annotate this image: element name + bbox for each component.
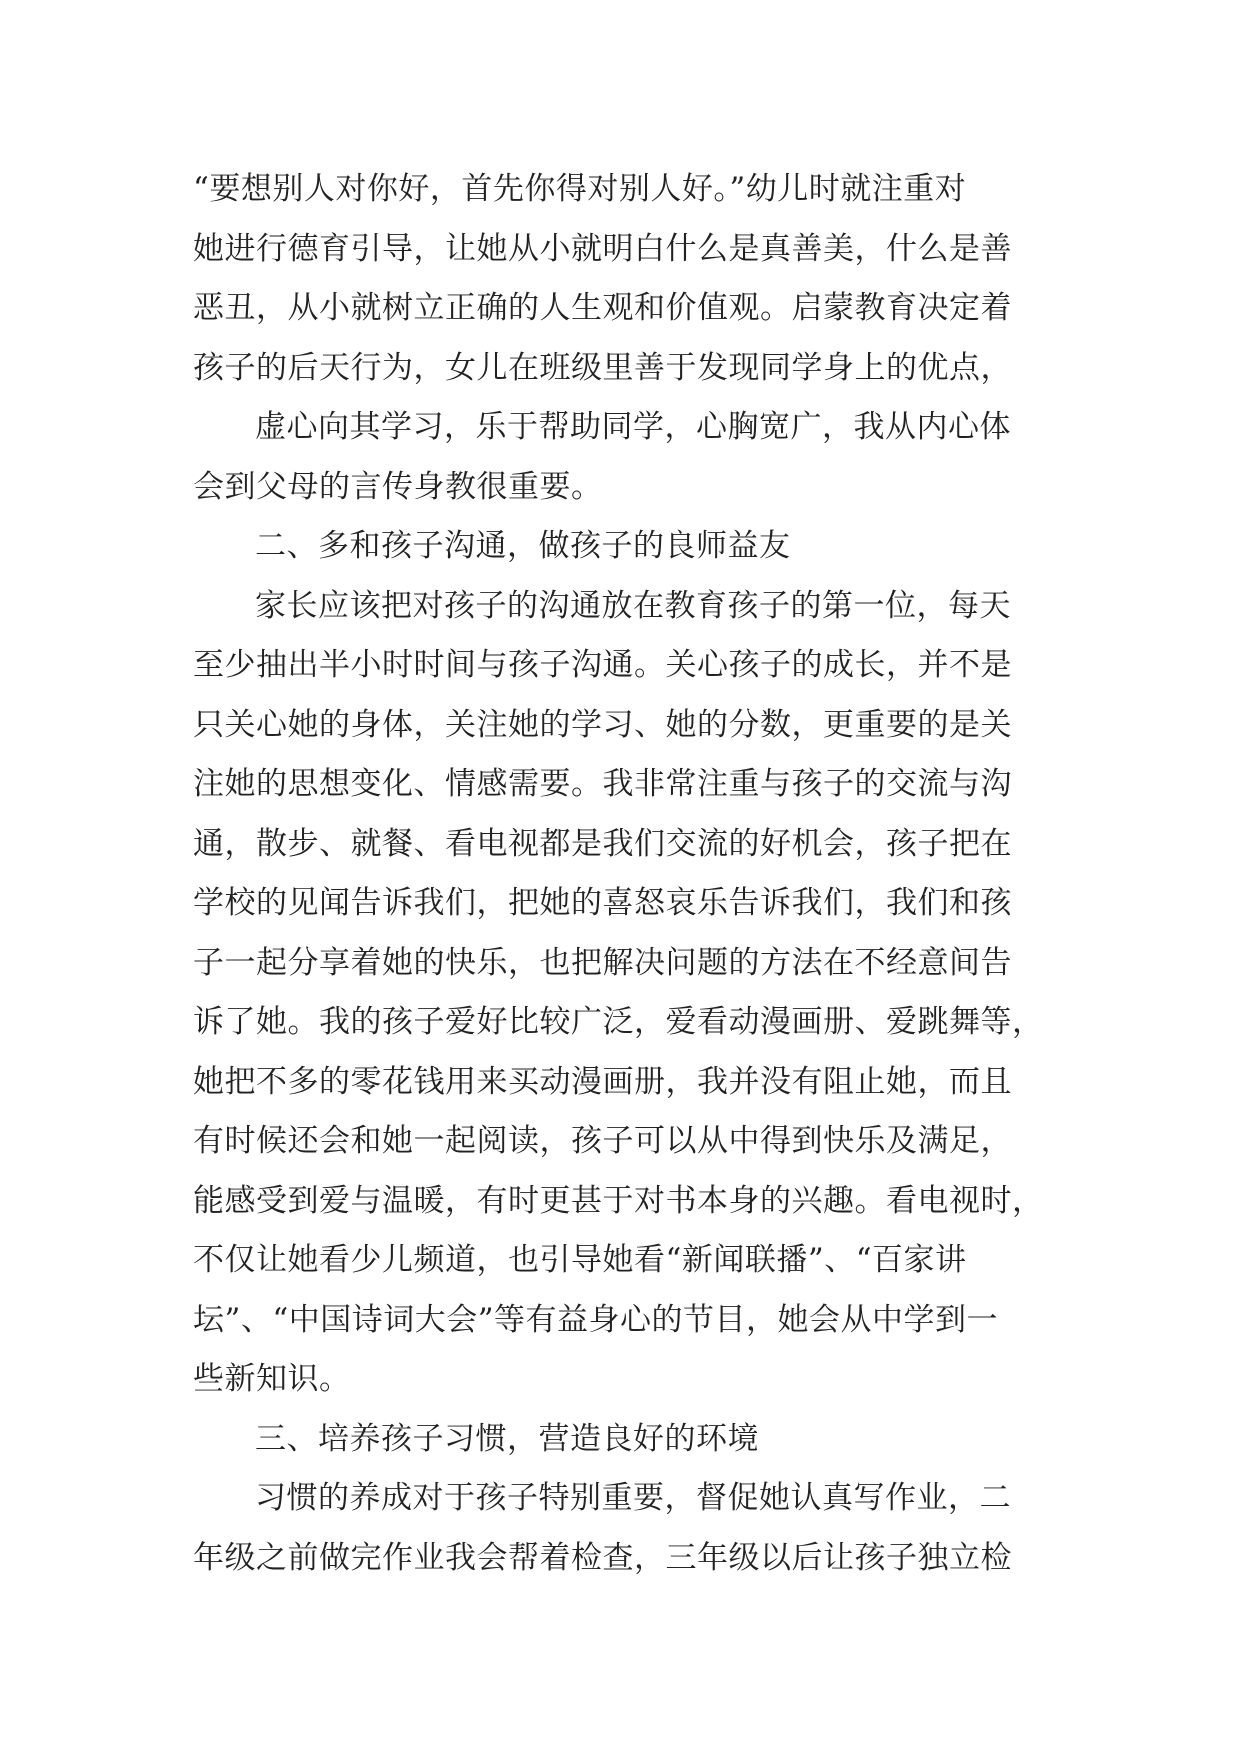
text-line: 孩子的后天行为，女儿在班级里善于发现同学身上的优点， — [193, 349, 1012, 386]
text-line: 家长应该把对孩子的沟通放在教育孩子的第一位，每天 — [255, 587, 1011, 624]
text-line: 恶丑，从小就树立正确的人生观和价值观。启蒙教育决定着 — [193, 290, 1012, 326]
text-line: 三、培养孩子习惯，营造良好的环境 — [255, 1420, 759, 1457]
text-line: 年级之前做完作业我会帮着检查，三年级以后让孩子独立检 — [193, 1539, 1012, 1576]
text-line: 只关心她的身体，关注她的学习、她的分数，更重要的是关 — [193, 706, 1012, 743]
text-line: 诉了她。我的孩子爱好比较广泛，爱看动漫画册、爱跳舞等， — [193, 1004, 1044, 1040]
text-line: 学校的见闻告诉我们，把她的喜怒哀乐告诉我们，我们和孩 — [193, 885, 1012, 921]
text-line: 些新知识。 — [193, 1361, 351, 1397]
text-line: 她进行德育引导，让她从小就明白什么是真善美，什么是善 — [193, 230, 1012, 267]
text-line: 不仅让她看少儿频道，也引导她看“新闻联播”、“百家讲 — [193, 1242, 967, 1278]
text-line: 二、多和孩子沟通，做孩子的良师益友 — [255, 528, 791, 564]
document-body — [193, 160, 1063, 1588]
text-line: 她把不多的零花钱用来买动漫画册，我并没有阻止她，而且 — [193, 1063, 1012, 1100]
text-line: 习惯的养成对于孩子特别重要，督促她认真写作业，二 — [255, 1480, 1011, 1516]
text-line: “要想别人对你好，首先你得对别人好。”幼儿时就注重对 — [193, 171, 967, 207]
text-line: 注她的思想变化、情感需要。我非常注重与孩子的交流与沟 — [193, 766, 1012, 802]
text-line: 会到父母的言传身教很重要。 — [193, 468, 603, 505]
text-line: 有时候还会和她一起阅读，孩子可以从中得到快乐及满足， — [193, 1123, 1012, 1159]
text-line: 坛”、“中国诗词大会”等有益身心的节目，她会从中学到一 — [193, 1301, 999, 1338]
text-line: 子一起分享着她的快乐，也把解决问题的方法在不经意间告 — [193, 944, 1012, 981]
text-line: 通，散步、就餐、看电视都是我们交流的好机会，孩子把在 — [193, 825, 1012, 862]
text-line: 至少抽出半小时时间与孩子沟通。关心孩子的成长，并不是 — [193, 647, 1012, 683]
text-line: 能感受到爱与温暖，有时更甚于对书本身的兴趣。看电视时， — [193, 1182, 1044, 1219]
text-line: 虚心向其学习，乐于帮助同学，心胸宽广，我从内心体 — [255, 409, 1011, 445]
